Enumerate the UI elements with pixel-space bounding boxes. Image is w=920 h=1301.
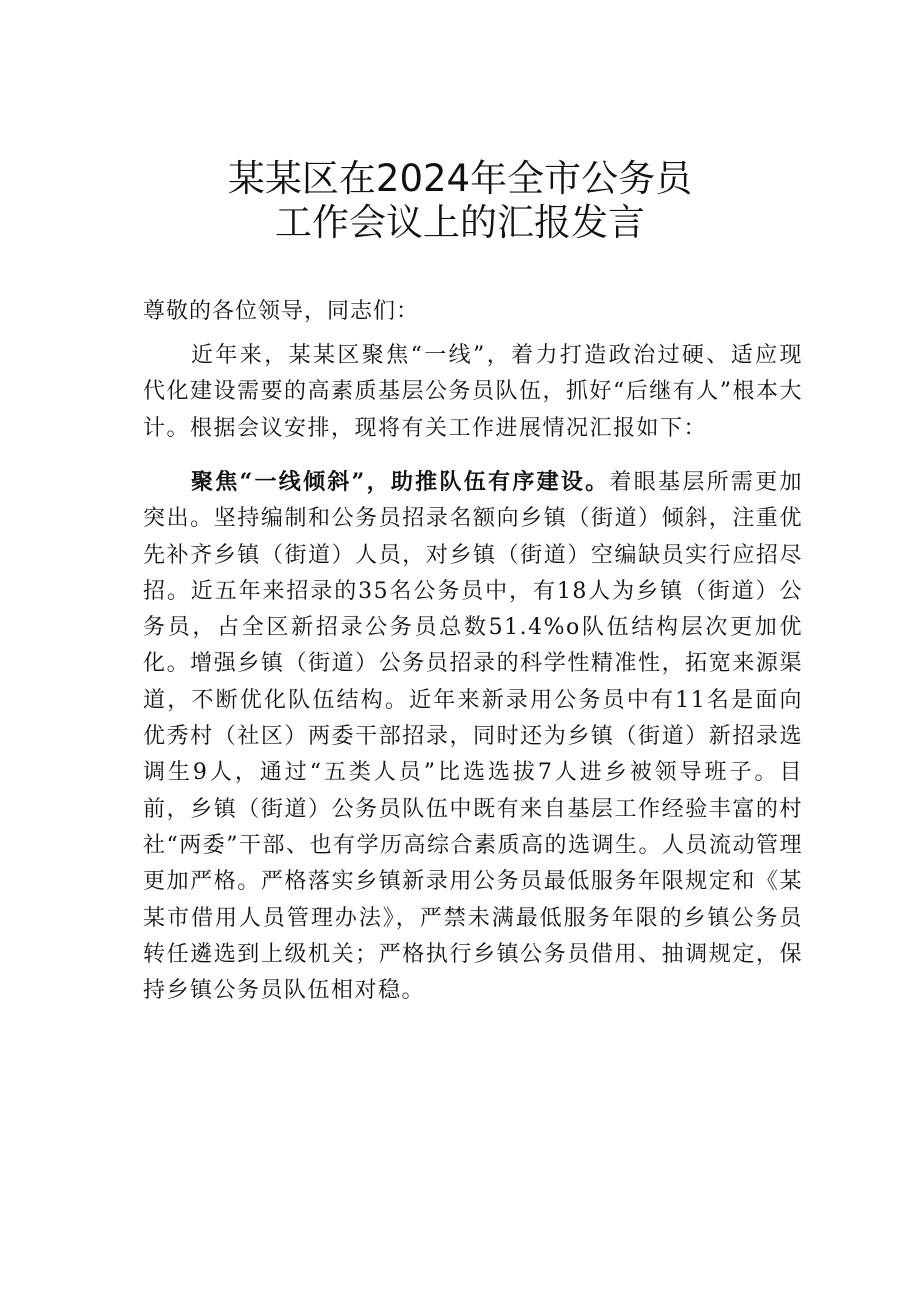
document-title-line-2: 工作会议上的汇报发言 [275, 201, 645, 244]
document-title-line-1: 某某区在2024年全市公务员 [227, 157, 693, 200]
paragraph-intro [143, 338, 803, 447]
paragraph-section-1 [143, 464, 803, 1009]
salutation: 尊敬的各位领导，同志们： [143, 299, 420, 324]
section-1-body: 着眼基层所需更加突出。坚持编制和公务员招录名额向乡镇（街道）倾斜，注重优先补齐乡镇（街道）人员，对乡镇（街道）空编缺员实行应招尽招。近五年来招录的35名公务员中，有18人为乡镇（街道）公务员，占全区新招录公务员总数51.4%o队伍结构层次更加优化。增强乡镇（街道）公务员招录的科学性精准性，拓宽来源渠道，不断优化队伍结构。近年来新录用公务员中有11名是面向优秀村（社区）两委干部招录，同时还为乡镇（街道）新招录选调生9人，通过“五类人员”比选选拔7人进乡被领导班子。目前，乡镇（街道）公务员队伍中既有来自基层工作经验丰富的村社“两委”干部、也有学历高综合素质高的选调生。人员流动管理更加严格。严格落实乡镇新录用公务员最低服务年限规定和《某某市借用人员管理办法》，严禁未满最低服务年限的乡镇公务员转任遴选到上级机关；严格执行乡镇公务员借用、抽调规定，保持乡镇公务员队伍相对稳。 [143, 470, 803, 1004]
section-1-heading: 聚焦“一线倾斜”，助推队伍有序建设。 [191, 469, 610, 495]
paragraph-intro-text: 近年来，某某区聚焦“一线”，着力打造政治过硬、适应现代化建设需要的高素质基层公务员队伍，抓好“后继有人”根本大计。根据会议安排，现将有关工作进展情况汇报如下： [143, 343, 803, 441]
